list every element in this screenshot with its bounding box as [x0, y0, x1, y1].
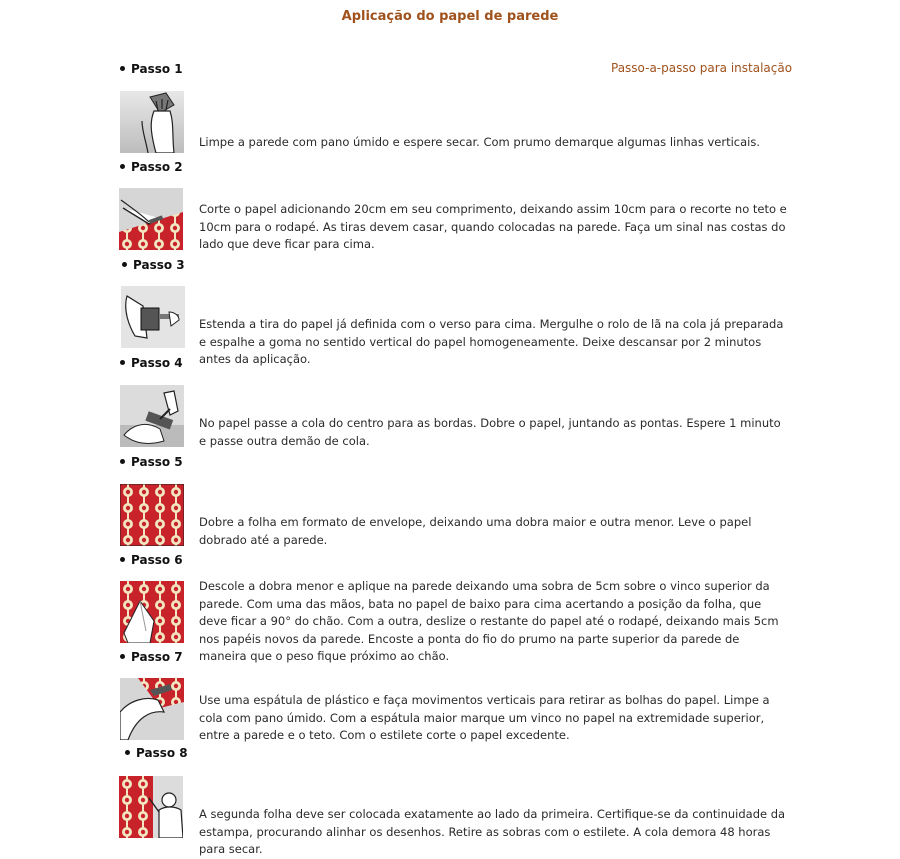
spatula-icon — [120, 678, 184, 740]
unfolding-paper-icon — [120, 581, 184, 643]
step-1-text: Limpe a parede com pano úmido e espere secar. Com prumo demarque algumas linhas verticais. — [199, 135, 761, 149]
step-4-text: No papel passe a cola do centro para as bordas. Dobre o papel, juntando as pontas. Espere 1 minuto e passe outra demão de cola. — [199, 416, 781, 448]
step-2-text: Corte o papel adicionando 20cm em seu comprimento, deixando assim 10cm para o recorte no teto e 10cm para o rodapé. As tiras devem casar, quando colocadas na parede. Faça um sinal nas costas do lado que deve ficar para cima. — [199, 202, 787, 251]
step-8-label: Passo 8 — [125, 746, 188, 760]
applying-glue-icon — [120, 385, 184, 447]
glue-roller-icon — [121, 286, 185, 348]
step-8-text: A segunda folha deve ser colocada exatamente ao lado da primeira. Certifique-se da continuidade da estampa, procurando alinhar os desenhos. Retire as sobras com o estilete. A cola demora 48 horas para secar. — [199, 807, 786, 856]
step-6-text: Descole a dobra menor e aplique na parede deixando uma sobra de 5cm sobre o vinco superior da parede. Com uma das mãos, bata no papel de baixo para cima acertando a posição da folha, que deve ficar a 90° do chão. Com a outra, deslize o restante do papel até o rodapé, deixando mais 5cm nos papéis novos da parede. Encoste a ponta do fio do prumo na parte superior da parede de maneira que o peso fique próximo ao chão. — [199, 579, 779, 663]
step-3-text: Estenda a tira do papel já definida com o verso para cima. Mergulhe o rolo de lã na cola já preparada e espalhe a goma no sentido vertical do papel homogeneamente. Deixe descansar por 2 minutos antes da aplicação. — [199, 317, 784, 366]
step-5-text: Dobre a folha em formato de envelope, deixando uma dobra maior e outra menor. Leve o papel dobrado até a parede. — [199, 515, 752, 547]
page-title: Aplicação do papel de parede — [341, 9, 559, 24]
step-7-text: Use uma espátula de plástico e faça movimentos verticais para retirar as bolhas do papel. Limpe a cola com pano úmido. Com a espátula maior marque um vinco no papel na extremidade superior, entre a parede e o teto. Com o estilete corte o papel excedente. — [199, 693, 770, 742]
folded-paper-icon — [120, 484, 184, 546]
step-7-label: Passo 7 — [120, 650, 183, 664]
step-2-label: Passo 2 — [120, 160, 183, 174]
page-subtitle: Passo-a-passo para instalação — [611, 61, 793, 75]
step-3-label: Passo 3 — [122, 258, 185, 272]
aligning-paper-icon — [119, 776, 183, 838]
step-6-label: Passo 6 — [120, 553, 183, 567]
cutting-paper-icon — [119, 188, 183, 250]
cleaning-wall-icon — [120, 91, 184, 153]
step-5-label: Passo 5 — [120, 455, 183, 469]
step-1-label: Passo 1 — [120, 62, 183, 76]
step-4-label: Passo 4 — [120, 356, 183, 370]
